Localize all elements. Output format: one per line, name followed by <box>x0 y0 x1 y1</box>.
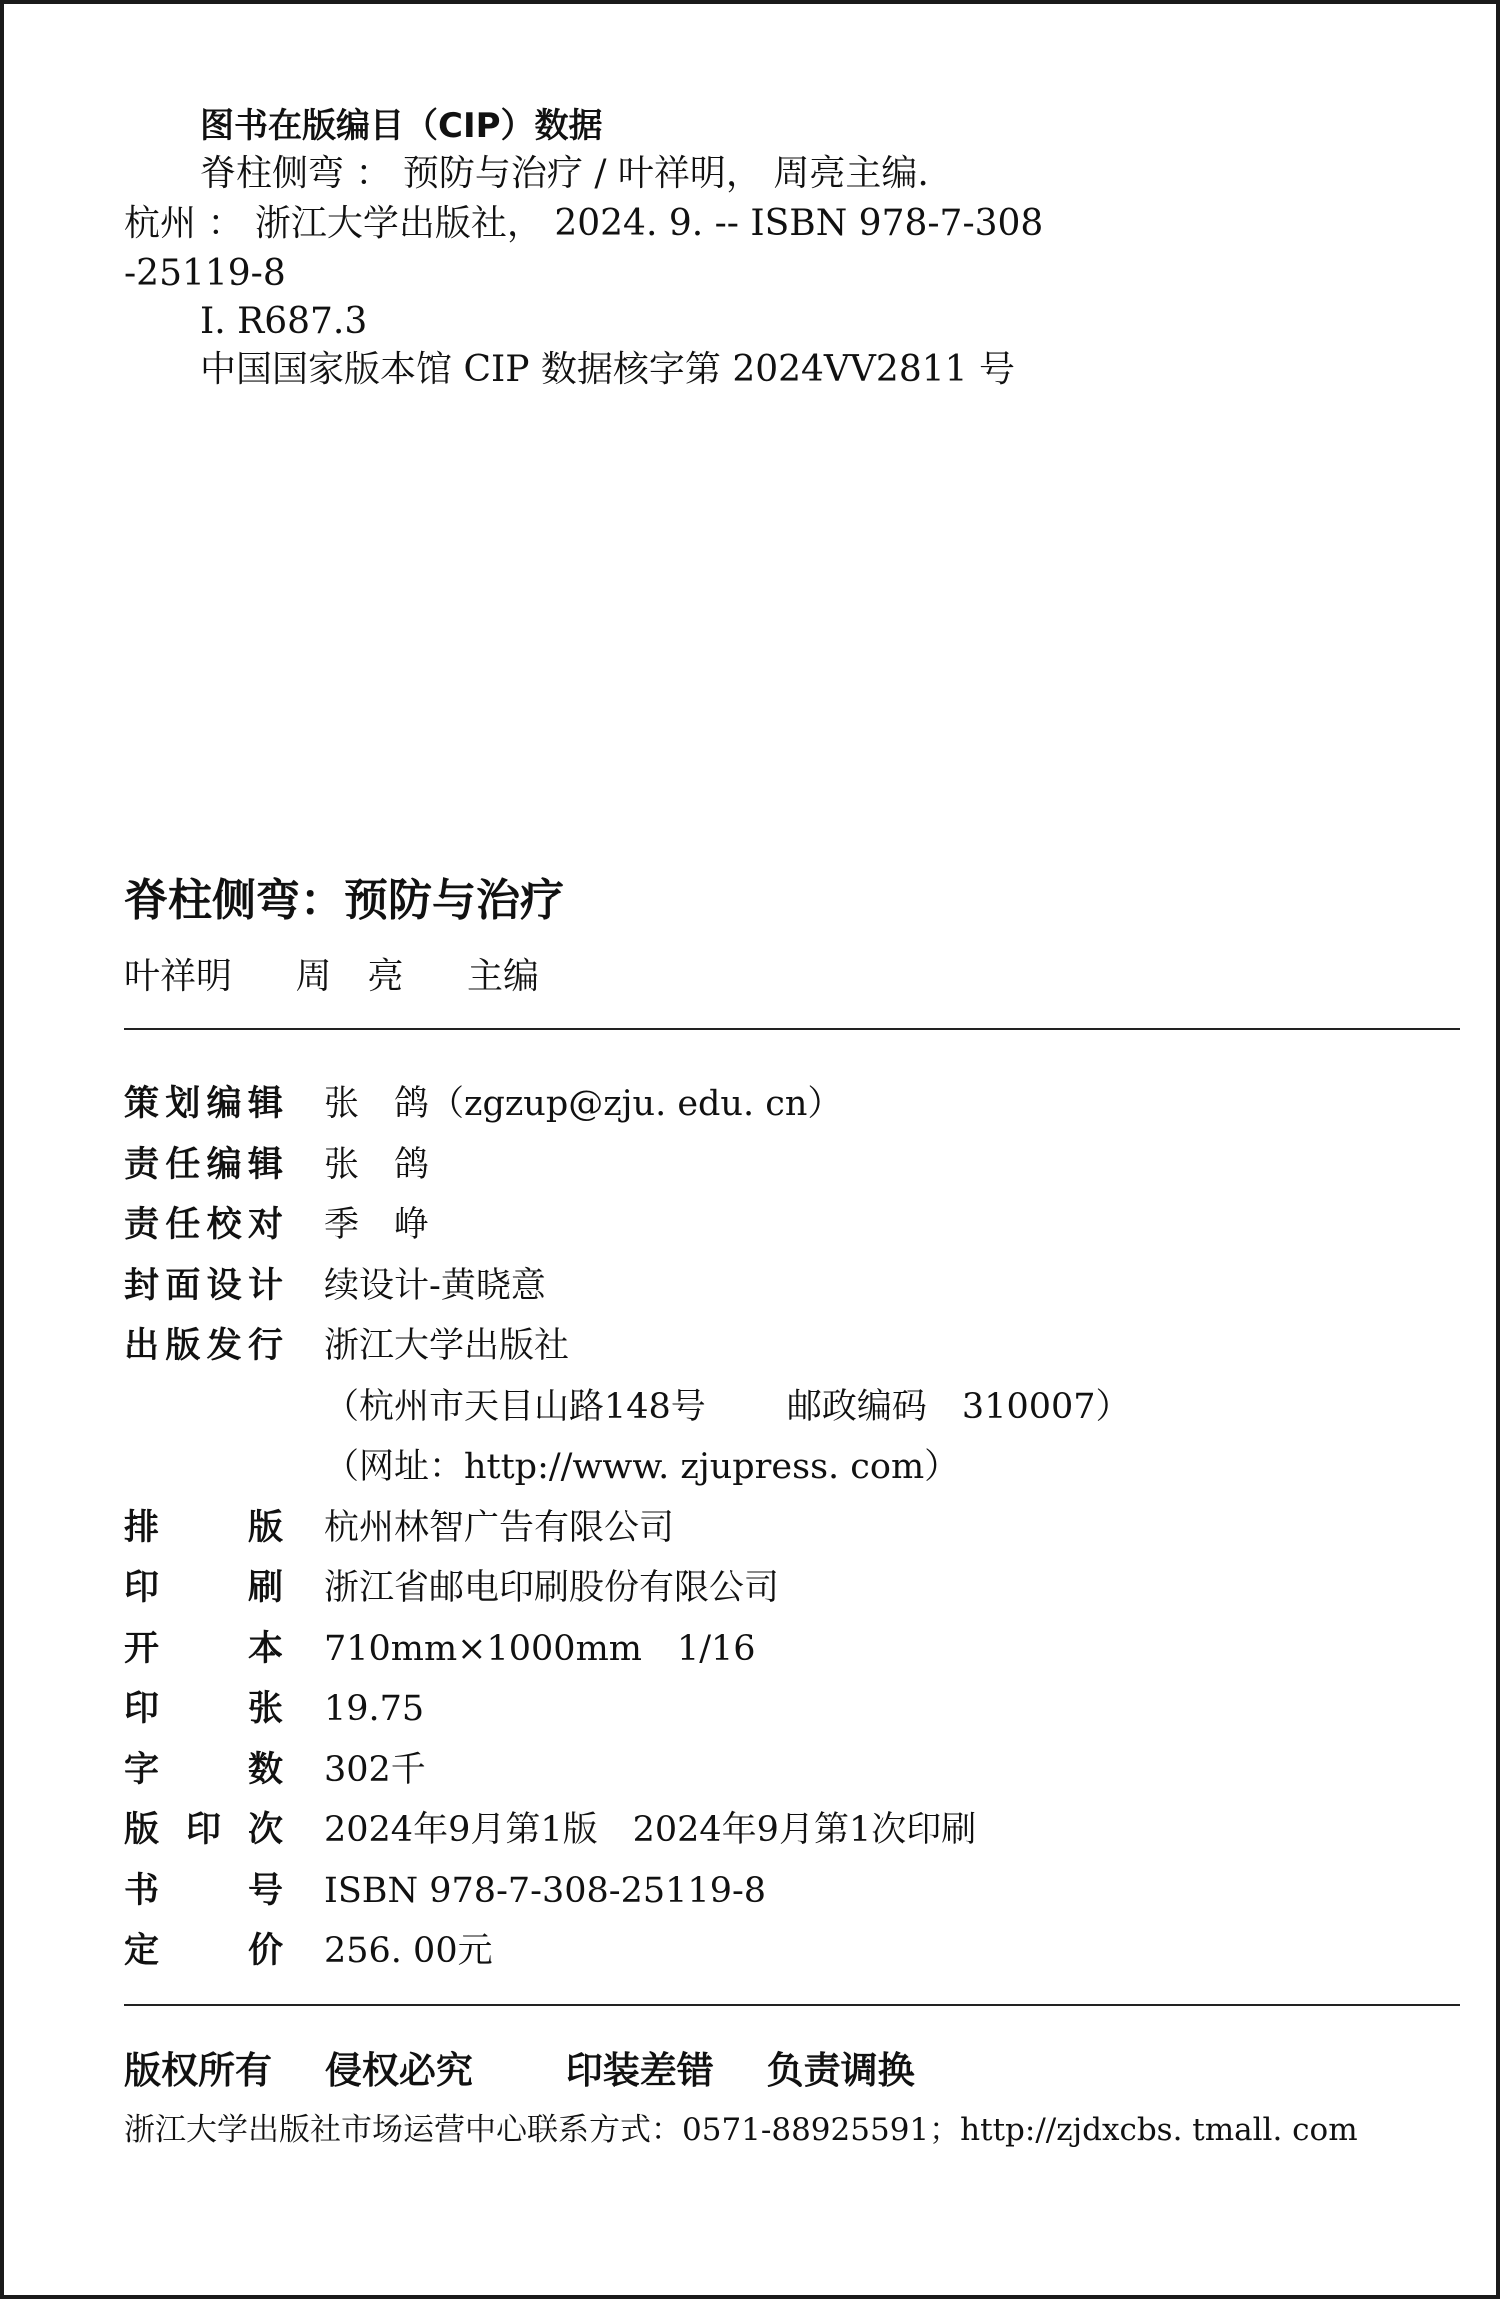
credit-label <box>124 1195 284 1256</box>
credit-value: 季 峥 <box>324 1205 430 1245</box>
credit-label-char: 划 <box>165 1084 201 1124</box>
credit-label-char: 责 <box>124 1144 160 1185</box>
credit-value: 19.75 <box>324 1689 425 1729</box>
credit-value: 710mm×1000mm 1/16 <box>324 1628 756 1669</box>
credit-row <box>124 1619 1424 1680</box>
credit-label <box>124 1800 284 1861</box>
credit-value: （杭州市天目山路148号 邮政编码 310007） <box>324 1386 1131 1427</box>
rights-notice <box>124 2040 955 2094</box>
credit-row <box>124 1558 1424 1619</box>
credit-row <box>124 1256 1424 1317</box>
credit-label-char: 价 <box>248 1931 284 1971</box>
credit-label-char: 辑 <box>248 1084 284 1124</box>
credit-label-char: 行 <box>248 1326 284 1366</box>
credit-label <box>124 1679 284 1740</box>
rights-text-3: 印装差错 <box>565 2049 714 2092</box>
credit-value: 张 鸽（zgzup@zju. edu. cn） <box>324 1084 843 1124</box>
credit-row <box>124 1740 1424 1801</box>
credit-row <box>124 1195 1424 1256</box>
credit-label-char: 定 <box>124 1931 160 1971</box>
credit-row <box>124 1135 1424 1196</box>
credit-label-char: 版 <box>248 1507 284 1548</box>
credit-label <box>124 1498 284 1559</box>
rights-text-4: 负责调换 <box>766 2049 915 2092</box>
book-editors <box>124 948 591 999</box>
divider-top <box>124 1028 1460 1030</box>
credit-row <box>124 1679 1424 1740</box>
credit-label-char: 书 <box>124 1870 160 1911</box>
credit-label <box>124 1437 284 1498</box>
credit-label-char: 计 <box>248 1265 284 1306</box>
credit-label-char: 发 <box>206 1326 242 1366</box>
credit-value: 浙江省邮电印刷股份有限公司 <box>324 1568 780 1608</box>
credit-row <box>124 1316 1424 1377</box>
editor-name-2: 周 亮 <box>295 956 404 997</box>
cip-line-5: 中国国家版本馆 CIP 数据核字第 2024VV2811 号 <box>200 349 1015 390</box>
cip-line-2: 杭州 ： 浙江大学出版社， 2024. 9. -- ISBN 978-7-308 <box>124 203 1044 244</box>
credit-label <box>124 1558 284 1619</box>
credit-label <box>124 1740 284 1801</box>
credit-row <box>124 1861 1424 1922</box>
credit-label-char: 版 <box>124 1810 160 1850</box>
credit-row <box>124 1074 1424 1135</box>
credit-value: 2024年9月第1版 2024年9月第1次印刷 <box>324 1810 977 1850</box>
cip-line-1: 脊柱侧弯 ： 预防与治疗 / 叶祥明， 周亮主编. <box>200 153 929 194</box>
credit-label <box>124 1377 284 1438</box>
credit-label-char: 印 <box>124 1689 160 1729</box>
editor-role: 主编 <box>466 956 539 997</box>
contact-info: 浙江大学出版社市场运营中心联系方式：0571-88925591；http://zjdxcbs. tmall. com <box>124 2112 1358 2148</box>
credit-label-char: 面 <box>165 1265 201 1306</box>
credit-value: 256. 00元 <box>324 1931 493 1971</box>
cip-line-4: Ⅰ. R687.3 <box>200 301 368 342</box>
divider-bottom <box>124 2004 1460 2006</box>
credit-label-char: 封 <box>124 1265 160 1306</box>
credit-value: （网址：http://www. zjupress. com） <box>324 1447 960 1487</box>
credits-table <box>124 1074 1424 1982</box>
credit-value: 张 鸽 <box>324 1144 430 1185</box>
credit-label-char: 编 <box>206 1144 242 1185</box>
credit-label-char: 字 <box>124 1749 160 1790</box>
credit-value: 浙江大学出版社 <box>324 1326 570 1366</box>
editor-name-1: 叶祥明 <box>124 956 233 997</box>
credit-row <box>124 1498 1424 1559</box>
rights-text-2: 侵权必究 <box>324 2049 473 2092</box>
credit-row <box>124 1800 1424 1861</box>
credit-label-char: 本 <box>248 1628 284 1669</box>
cip-heading: 图书在版编目（CIP）数据 <box>200 106 603 146</box>
credit-row <box>124 1921 1424 1982</box>
credit-label-char: 校 <box>206 1205 242 1245</box>
book-title: 脊柱侧弯：预防与治疗 <box>124 875 564 926</box>
credit-label-char: 印 <box>186 1810 222 1850</box>
credit-label-char: 数 <box>248 1749 284 1790</box>
credit-label-char: 出 <box>124 1326 160 1366</box>
credit-value: 续设计-黄晓意 <box>324 1265 546 1306</box>
credit-label-char: 刷 <box>248 1568 284 1608</box>
credit-label-char: 任 <box>165 1205 201 1245</box>
credit-label-char: 次 <box>248 1810 284 1850</box>
credit-label-char: 责 <box>124 1205 160 1245</box>
cip-line-3: -25119-8 <box>124 253 286 294</box>
credit-label-char: 设 <box>206 1265 242 1306</box>
credit-label-char: 版 <box>165 1326 201 1366</box>
credit-value: ISBN 978-7-308-25119-8 <box>324 1870 767 1911</box>
rights-text-1: 版权所有 <box>124 2049 272 2092</box>
credit-label-char: 对 <box>248 1205 284 1245</box>
credit-row <box>124 1377 1424 1438</box>
credit-label-char: 编 <box>206 1084 242 1124</box>
credit-label <box>124 1316 284 1377</box>
credit-label-char: 张 <box>248 1689 284 1729</box>
credit-label-char: 印 <box>124 1568 160 1608</box>
credit-label <box>124 1256 284 1317</box>
credit-row <box>124 1437 1424 1498</box>
credit-label <box>124 1619 284 1680</box>
credit-label-char: 排 <box>124 1507 160 1548</box>
credit-value: 302千 <box>324 1749 426 1790</box>
credit-label-char: 开 <box>124 1628 160 1669</box>
credit-label-char: 任 <box>165 1144 201 1185</box>
credit-value: 杭州林智广告有限公司 <box>324 1507 675 1548</box>
credit-label-char: 策 <box>124 1084 160 1124</box>
credit-label <box>124 1921 284 1982</box>
credit-label-char: 辑 <box>248 1144 284 1185</box>
credit-label <box>124 1861 284 1922</box>
credit-label <box>124 1135 284 1196</box>
credit-label-char: 号 <box>248 1870 284 1911</box>
credit-label <box>124 1074 284 1135</box>
